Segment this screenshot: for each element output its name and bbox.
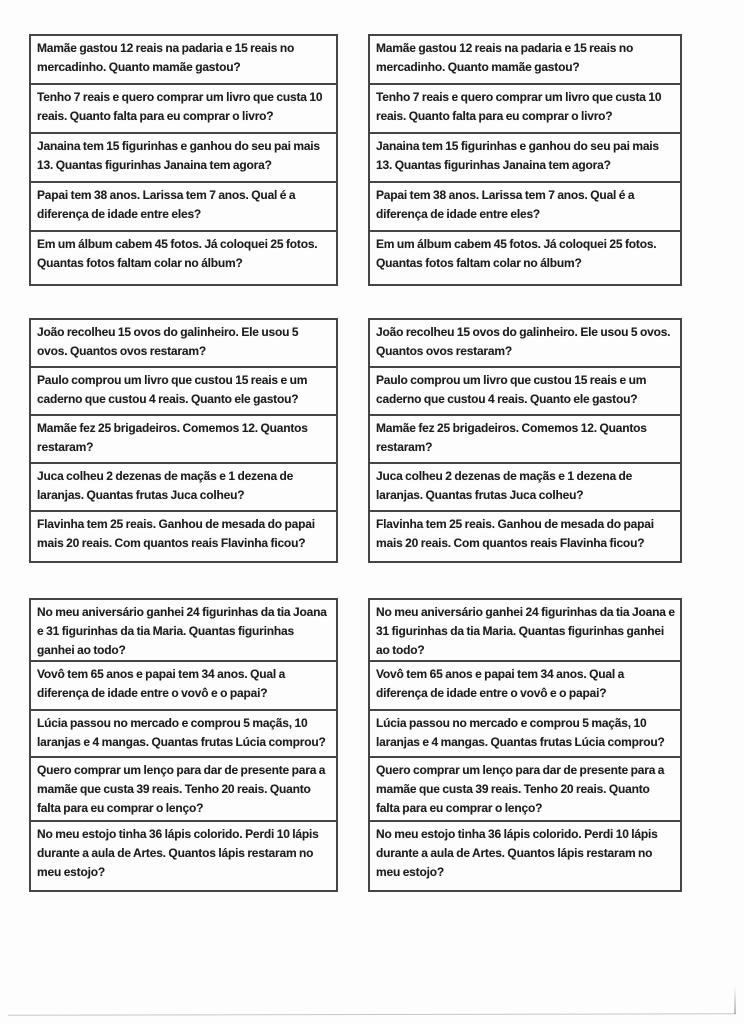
problem-cell: Tenho 7 reais e quero comprar um livro que custa 10 reais. Quanto falta para eu comprar o livro?: [31, 85, 336, 134]
problem-cell: Papai tem 38 anos. Larissa tem 7 anos. Qual é a diferença de idade entre eles?: [31, 183, 336, 232]
problem-card-row3-left: [29, 598, 338, 892]
scan-artifact-mark: [734, 986, 736, 1014]
problem-cell: No meu aniversário ganhei 24 figurinhas da tia Joana e 31 figurinhas da tia Maria. Quantas figurinhas ganhei ao todo?: [31, 600, 336, 662]
problem-card-row3-right: [368, 598, 682, 892]
problem-cell: Mamãe gastou 12 reais na padaria e 15 reais no mercadinho. Quanto mamãe gastou?: [31, 36, 336, 85]
problem-cell: Vovô tem 65 anos e papai tem 34 anos. Qual a diferença de idade entre o vovô e o papai?: [31, 662, 336, 711]
problem-cell: Juca colheu 2 dezenas de maçãs e 1 dezena de laranjas. Quantas frutas Juca colheu?: [370, 464, 680, 512]
problem-cell: Mamãe fez 25 brigadeiros. Comemos 12. Quantos restaram?: [370, 416, 680, 464]
problem-card-row2-left: [29, 318, 338, 563]
problem-cell: Flavinha tem 25 reais. Ganhou de mesada do papai mais 20 reais. Com quantos reais Flavinha ficou?: [37, 517, 315, 550]
problem-cell: Paulo comprou um livro que custou 15 reais e um caderno que custou 4 reais. Quanto ele gastou?: [370, 368, 680, 416]
problem-cell: Vovô tem 65 anos e papai tem 34 anos. Qual a diferença de idade entre o vovô e o papai?: [370, 662, 680, 711]
problem-card-row1-left: [29, 34, 338, 286]
problem-cell: Papai tem 38 anos. Larissa tem 7 anos. Qual é a diferença de idade entre eles?: [370, 183, 680, 232]
problem-cell: Em um álbum cabem 45 fotos. Já coloquei 25 fotos. Quantas fotos faltam colar no álbum?: [376, 237, 657, 270]
problem-cell: Mamãe fez 25 brigadeiros. Comemos 12. Quantos restaram?: [31, 416, 336, 464]
problem-cell: João recolheu 15 ovos do galinheiro. Ele usou 5 ovos. Quantos ovos restaram?: [370, 320, 680, 368]
problem-cell: Mamãe gastou 12 reais na padaria e 15 reais no mercadinho. Quanto mamãe gastou?: [370, 36, 680, 85]
problem-cell: Janaina tem 15 figurinhas e ganhou do seu pai mais 13. Quantas figurinhas Janaina tem agora?: [370, 134, 680, 183]
problem-cell: Lúcia passou no mercado e comprou 5 maçãs, 10 laranjas e 4 mangas. Quantas frutas Lúcia comprou?: [31, 711, 336, 758]
problem-cell: João recolheu 15 ovos do galinheiro. Ele usou 5 ovos. Quantos ovos restaram?: [31, 320, 336, 368]
problem-cell: Juca colheu 2 dezenas de maçãs e 1 dezena de laranjas. Quantas frutas Juca colheu?: [31, 464, 336, 512]
problem-cell: Paulo comprou um livro que custou 15 reais e um caderno que custou 4 reais. Quanto ele gastou?: [31, 368, 336, 416]
problem-cell: No meu estojo tinha 36 lápis colorido. Perdi 10 lápis durante a aula de Artes. Quantos lápis restaram no meu estojo?: [376, 827, 658, 879]
problem-cell: Flavinha tem 25 reais. Ganhou de mesada do papai mais 20 reais. Com quantos reais Flavinha ficou?: [376, 517, 654, 550]
problem-cell: No meu aniversário ganhei 24 figurinhas da tia Joana e 31 figurinhas da tia Maria. Quantas figurinhas ganhei ao todo?: [370, 600, 680, 662]
problem-cell: Quero comprar um lenço para dar de presente para a mamãe que custa 39 reais. Tenho 20 reais. Quanto falta para eu comprar o lenço?: [370, 758, 680, 822]
problem-cell: Em um álbum cabem 45 fotos. Já coloquei 25 fotos. Quantas fotos faltam colar no álbum?: [37, 237, 318, 270]
scan-footer-line: [8, 1013, 736, 1016]
problem-cell: Janaina tem 15 figurinhas e ganhou do seu pai mais 13. Quantas figurinhas Janaina tem agora?: [31, 134, 336, 183]
problem-cell: Quero comprar um lenço para dar de presente para a mamãe que custa 39 reais. Tenho 20 reais. Quanto falta para eu comprar o lenço?: [31, 758, 336, 822]
problem-cell: Tenho 7 reais e quero comprar um livro que custa 10 reais. Quanto falta para eu comprar o livro?: [370, 85, 680, 134]
problem-card-row1-right: [368, 34, 682, 286]
problem-cell: No meu estojo tinha 36 lápis colorido. Perdi 10 lápis durante a aula de Artes. Quantos lápis restaram no meu estojo?: [37, 827, 319, 879]
problem-card-row2-right: [368, 318, 682, 563]
problem-cell: Lúcia passou no mercado e comprou 5 maçãs, 10 laranjas e 4 mangas. Quantas frutas Lúcia comprou?: [370, 711, 680, 758]
